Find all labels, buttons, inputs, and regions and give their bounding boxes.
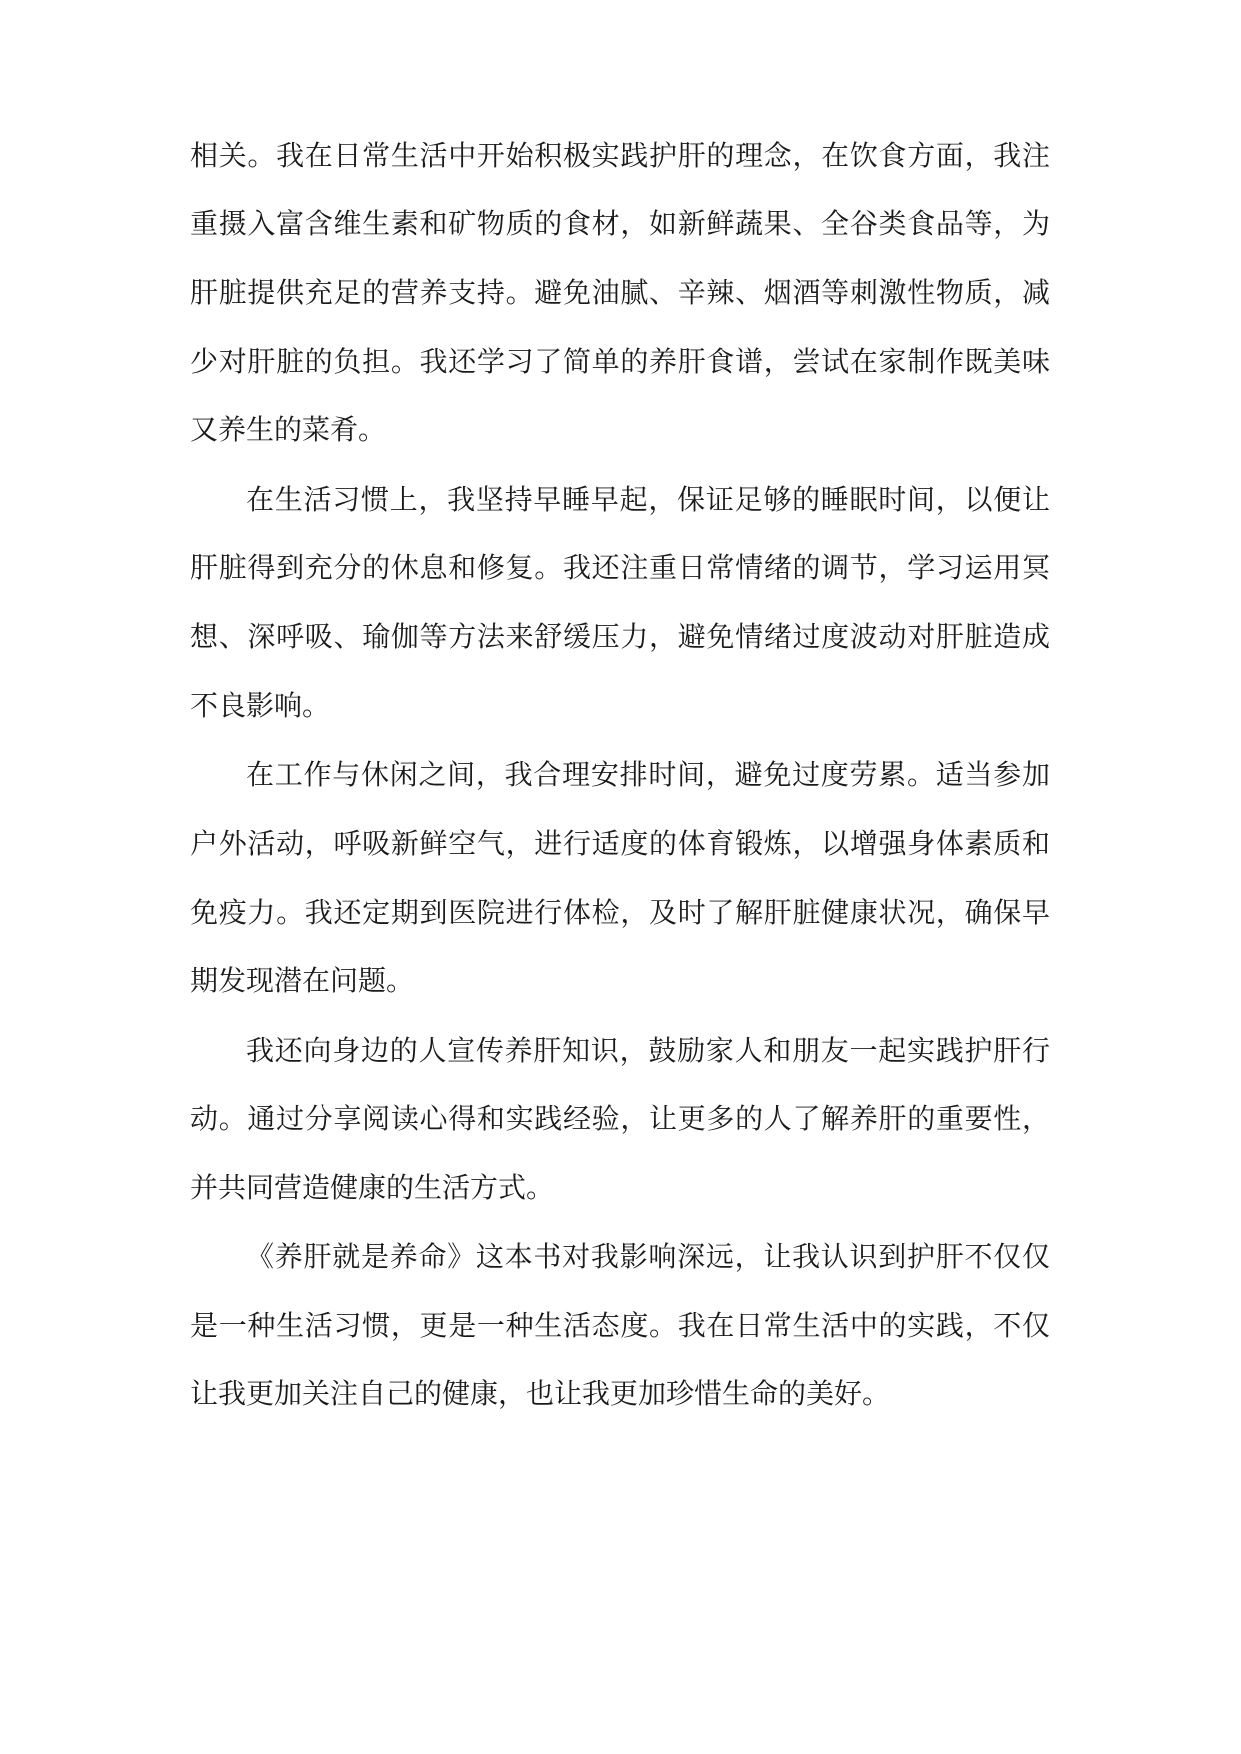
text-line: 并共同营造健康的生活方式。 — [190, 1171, 555, 1204]
text-line: 是一种生活习惯，更是一种生活态度。我在日常生活中的实践，不仅 — [190, 1309, 1050, 1342]
text-line: 让我更加关注自己的健康，也让我更加珍惜生命的美好。 — [190, 1377, 891, 1410]
text-line: 我还向身边的人宣传养肝知识，鼓励家人和朋友一起实践护肝行 — [246, 1034, 1050, 1067]
text-line: 期发现潜在问题。 — [190, 964, 415, 997]
text-line: 动。通过分享阅读心得和实践经验，让更多的人了解养肝的重要性， — [190, 1102, 1050, 1135]
text-line: 不良影响。 — [190, 689, 331, 722]
text-line: 又养生的菜肴。 — [190, 413, 387, 446]
text-line: 重摄入富含维生素和矿物质的食材，如新鲜蔬果、全谷类食品等，为 — [190, 207, 1050, 240]
text-line: 少对肝脏的负担。我还学习了简单的养肝食谱，尝试在家制作既美味 — [190, 345, 1050, 378]
text-line: 户外活动，呼吸新鲜空气，进行适度的体育锻炼，以增强身体素质和 — [190, 827, 1050, 860]
text-line: 相关。我在日常生活中开始积极实践护肝的理念，在饮食方面，我注 — [190, 139, 1050, 172]
text-line: 《养肝就是养命》这本书对我影响深远，让我认识到护肝不仅仅 — [246, 1240, 1050, 1273]
text-line: 肝脏得到充分的休息和修复。我还注重日常情绪的调节，学习运用冥 — [190, 551, 1050, 584]
text-line: 免疫力。我还定期到医院进行体检，及时了解肝脏健康状况，确保早 — [190, 896, 1050, 929]
text-line: 在工作与休闲之间，我合理安排时间，避免过度劳累。适当参加 — [246, 758, 1050, 791]
text-line: 肝脏提供充足的营养支持。避免油腻、辛辣、烟酒等刺激性物质，减 — [190, 276, 1050, 309]
text-line: 在生活习惯上，我坚持早睡早起，保证足够的睡眠时间，以便让 — [246, 483, 1050, 516]
text-line: 想、深呼吸、瑜伽等方法来舒缓压力，避免情绪过度波动对肝脏造成 — [190, 620, 1050, 653]
